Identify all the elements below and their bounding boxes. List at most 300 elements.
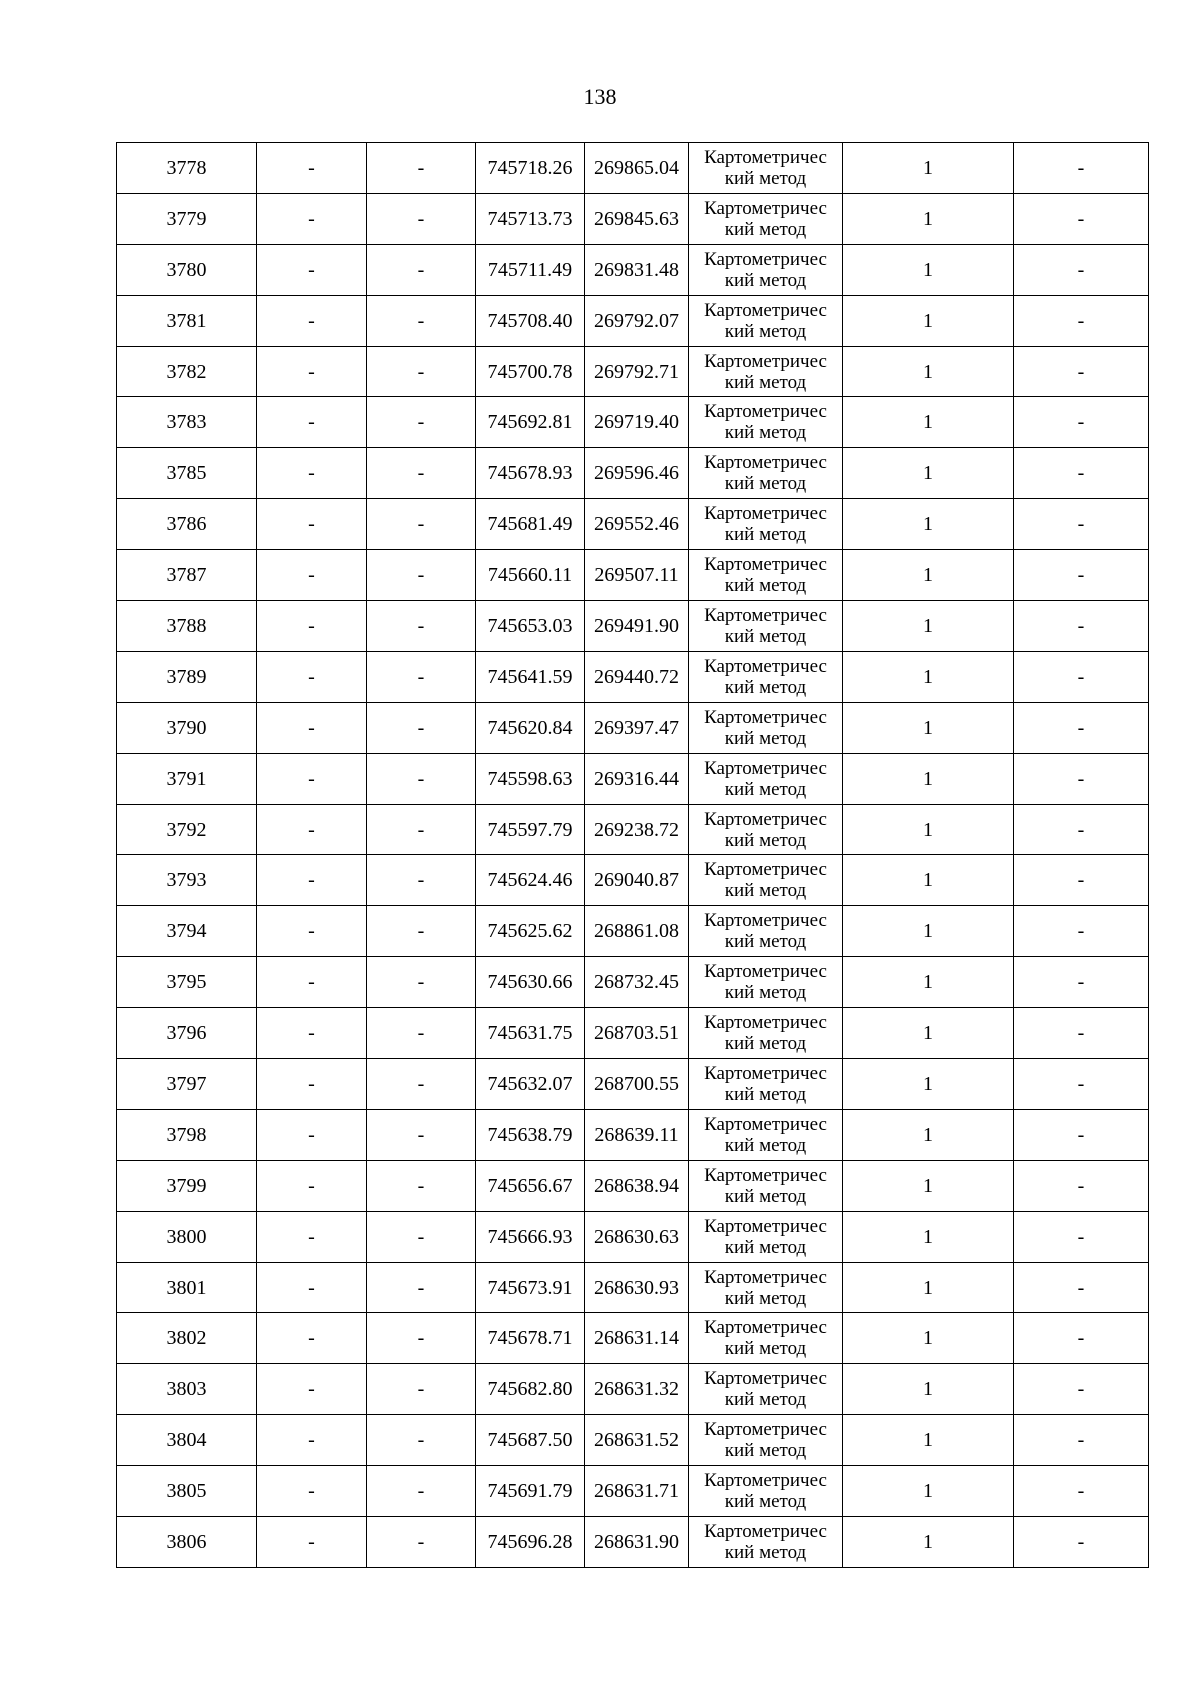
method-line-2: кий метод: [724, 1440, 807, 1462]
x-coordinate-cell: 745682.80: [476, 1364, 585, 1415]
column-8-cell: -: [1014, 1059, 1149, 1110]
column-3-cell: -: [367, 1466, 476, 1517]
column-8-cell: -: [1014, 702, 1149, 753]
table-row: [117, 346, 1149, 397]
y-coordinate-cell: 268861.08: [585, 906, 689, 957]
x-coordinate-cell: 745666.93: [476, 1211, 585, 1262]
method-cell: [689, 957, 843, 1008]
method-line-2: кий метод: [724, 880, 807, 902]
column-2-cell: -: [257, 193, 367, 244]
method-line-2: кий метод: [724, 1541, 807, 1563]
method-cell: [689, 499, 843, 550]
table-row: [117, 702, 1149, 753]
x-coordinate-cell: 745660.11: [476, 550, 585, 601]
y-coordinate-cell: 269792.71: [585, 346, 689, 397]
y-coordinate-cell: 268639.11: [585, 1109, 689, 1160]
method-cell: [689, 601, 843, 652]
x-coordinate-cell: 745625.62: [476, 906, 585, 957]
method-cell: [689, 346, 843, 397]
point-number-cell: 3787: [117, 550, 257, 601]
point-number-cell: 3800: [117, 1211, 257, 1262]
column-3-cell: -: [367, 651, 476, 702]
table-row: [117, 1211, 1149, 1262]
page-number: 138: [583, 84, 617, 109]
table-row: [117, 651, 1149, 702]
column-2-cell: -: [257, 1059, 367, 1110]
x-coordinate-cell: 745620.84: [476, 702, 585, 753]
x-coordinate-cell: 745708.40: [476, 295, 585, 346]
method-cell: [689, 1262, 843, 1313]
x-coordinate-cell: 745653.03: [476, 601, 585, 652]
method-cell: [689, 804, 843, 855]
point-number-cell: 3794: [117, 906, 257, 957]
y-coordinate-cell: 268631.52: [585, 1415, 689, 1466]
method-line-2: кий метод: [724, 218, 807, 240]
x-coordinate-cell: 745624.46: [476, 855, 585, 906]
point-number-cell: 3796: [117, 1008, 257, 1059]
method-line-1: Картометричес: [704, 1419, 827, 1441]
method-line-1: Картометричес: [704, 961, 827, 983]
column-2-cell: -: [257, 651, 367, 702]
column-8-cell: -: [1014, 244, 1149, 295]
method-line-1: Картометричес: [704, 706, 827, 728]
column-8-cell: -: [1014, 499, 1149, 550]
method-line-2: кий метод: [724, 1338, 807, 1360]
column-8-cell: -: [1014, 1364, 1149, 1415]
method-cell: [689, 1313, 843, 1364]
point-number-cell: 3779: [117, 193, 257, 244]
point-number-cell: 3785: [117, 448, 257, 499]
method-cell: [689, 702, 843, 753]
accuracy-cell: 1: [843, 1415, 1014, 1466]
y-coordinate-cell: 269719.40: [585, 397, 689, 448]
accuracy-cell: 1: [843, 346, 1014, 397]
accuracy-cell: 1: [843, 804, 1014, 855]
method-line-1: Картометричес: [704, 554, 827, 576]
table-row: [117, 1109, 1149, 1160]
method-line-1: Картометричес: [704, 197, 827, 219]
column-2-cell: -: [257, 804, 367, 855]
y-coordinate-cell: 269040.87: [585, 855, 689, 906]
table-row: [117, 499, 1149, 550]
column-2-cell: -: [257, 1262, 367, 1313]
accuracy-cell: 1: [843, 957, 1014, 1008]
y-coordinate-cell: 269792.07: [585, 295, 689, 346]
column-2-cell: -: [257, 448, 367, 499]
column-2-cell: -: [257, 1211, 367, 1262]
column-8-cell: -: [1014, 1517, 1149, 1568]
column-3-cell: -: [367, 448, 476, 499]
table-row: [117, 244, 1149, 295]
x-coordinate-cell: 745696.28: [476, 1517, 585, 1568]
method-cell: [689, 1059, 843, 1110]
point-number-cell: 3793: [117, 855, 257, 906]
column-2-cell: -: [257, 397, 367, 448]
point-number-cell: 3789: [117, 651, 257, 702]
method-line-2: кий метод: [724, 575, 807, 597]
accuracy-cell: 1: [843, 1262, 1014, 1313]
column-3-cell: -: [367, 397, 476, 448]
column-8-cell: -: [1014, 906, 1149, 957]
table-row: [117, 1415, 1149, 1466]
x-coordinate-cell: 745597.79: [476, 804, 585, 855]
method-line-1: Картометричес: [704, 1012, 827, 1034]
table-row: [117, 448, 1149, 499]
method-line-2: кий метод: [724, 422, 807, 444]
x-coordinate-cell: 745718.26: [476, 143, 585, 194]
method-line-2: кий метод: [724, 1287, 807, 1309]
method-line-1: Картометричес: [704, 655, 827, 677]
column-2-cell: -: [257, 1160, 367, 1211]
accuracy-cell: 1: [843, 1059, 1014, 1110]
method-line-2: кий метод: [724, 931, 807, 953]
table-row: [117, 753, 1149, 804]
column-2-cell: -: [257, 1415, 367, 1466]
x-coordinate-cell: 745700.78: [476, 346, 585, 397]
point-number-cell: 3806: [117, 1517, 257, 1568]
method-cell: [689, 753, 843, 804]
method-line-2: кий метод: [724, 371, 807, 393]
point-number-cell: 3803: [117, 1364, 257, 1415]
method-cell: [689, 1109, 843, 1160]
column-2-cell: -: [257, 601, 367, 652]
method-line-2: кий метод: [724, 778, 807, 800]
column-2-cell: -: [257, 550, 367, 601]
column-2-cell: -: [257, 143, 367, 194]
method-line-2: кий метод: [724, 524, 807, 546]
method-line-1: Картометричес: [704, 401, 827, 423]
method-line-2: кий метод: [724, 727, 807, 749]
table-row: [117, 1313, 1149, 1364]
column-3-cell: -: [367, 906, 476, 957]
method-cell: [689, 1517, 843, 1568]
table-body: [117, 143, 1149, 1568]
x-coordinate-cell: 745681.49: [476, 499, 585, 550]
accuracy-cell: 1: [843, 1466, 1014, 1517]
point-number-cell: 3780: [117, 244, 257, 295]
y-coordinate-cell: 269397.47: [585, 702, 689, 753]
method-cell: [689, 1415, 843, 1466]
table-row: [117, 804, 1149, 855]
y-coordinate-cell: 268630.93: [585, 1262, 689, 1313]
method-line-1: Картометричес: [704, 1164, 827, 1186]
method-cell: [689, 193, 843, 244]
method-line-1: Картометричес: [704, 1368, 827, 1390]
column-3-cell: -: [367, 1517, 476, 1568]
column-3-cell: -: [367, 1059, 476, 1110]
method-line-1: Картометричес: [704, 1113, 827, 1135]
y-coordinate-cell: 268703.51: [585, 1008, 689, 1059]
point-number-cell: 3798: [117, 1109, 257, 1160]
method-cell: [689, 397, 843, 448]
method-cell: [689, 1466, 843, 1517]
method-line-2: кий метод: [724, 1033, 807, 1055]
column-3-cell: -: [367, 1364, 476, 1415]
column-2-cell: -: [257, 957, 367, 1008]
table-row: [117, 1059, 1149, 1110]
method-cell: [689, 244, 843, 295]
column-3-cell: -: [367, 855, 476, 906]
column-3-cell: -: [367, 346, 476, 397]
y-coordinate-cell: 268631.90: [585, 1517, 689, 1568]
method-line-1: Картометричес: [704, 1215, 827, 1237]
column-3-cell: -: [367, 957, 476, 1008]
y-coordinate-cell: 269440.72: [585, 651, 689, 702]
column-8-cell: -: [1014, 143, 1149, 194]
column-8-cell: -: [1014, 1109, 1149, 1160]
accuracy-cell: 1: [843, 143, 1014, 194]
column-3-cell: -: [367, 1008, 476, 1059]
point-number-cell: 3795: [117, 957, 257, 1008]
y-coordinate-cell: 269845.63: [585, 193, 689, 244]
table-row: [117, 601, 1149, 652]
column-3-cell: -: [367, 1109, 476, 1160]
column-3-cell: -: [367, 550, 476, 601]
accuracy-cell: 1: [843, 1364, 1014, 1415]
accuracy-cell: 1: [843, 550, 1014, 601]
method-line-1: Картометричес: [704, 452, 827, 474]
method-line-1: Картометричес: [704, 604, 827, 626]
table-row: [117, 1262, 1149, 1313]
method-line-1: Картометричес: [704, 350, 827, 372]
point-number-cell: 3805: [117, 1466, 257, 1517]
column-8-cell: -: [1014, 601, 1149, 652]
x-coordinate-cell: 745632.07: [476, 1059, 585, 1110]
table-row: [117, 1466, 1149, 1517]
method-line-2: кий метод: [724, 625, 807, 647]
method-cell: [689, 1160, 843, 1211]
x-coordinate-cell: 745631.75: [476, 1008, 585, 1059]
method-cell: [689, 651, 843, 702]
x-coordinate-cell: 745673.91: [476, 1262, 585, 1313]
accuracy-cell: 1: [843, 1160, 1014, 1211]
accuracy-cell: 1: [843, 193, 1014, 244]
column-2-cell: -: [257, 1008, 367, 1059]
column-8-cell: -: [1014, 1466, 1149, 1517]
column-8-cell: -: [1014, 804, 1149, 855]
column-2-cell: -: [257, 1517, 367, 1568]
method-line-2: кий метод: [724, 982, 807, 1004]
accuracy-cell: 1: [843, 448, 1014, 499]
point-number-cell: 3788: [117, 601, 257, 652]
y-coordinate-cell: 268631.14: [585, 1313, 689, 1364]
method-line-1: Картометричес: [704, 248, 827, 270]
y-coordinate-cell: 269507.11: [585, 550, 689, 601]
table-row: [117, 957, 1149, 1008]
column-8-cell: -: [1014, 1211, 1149, 1262]
table-row: [117, 1160, 1149, 1211]
method-line-1: Картометричес: [704, 859, 827, 881]
column-3-cell: -: [367, 702, 476, 753]
column-2-cell: -: [257, 906, 367, 957]
accuracy-cell: 1: [843, 397, 1014, 448]
y-coordinate-cell: 269865.04: [585, 143, 689, 194]
column-3-cell: -: [367, 1262, 476, 1313]
x-coordinate-cell: 745692.81: [476, 397, 585, 448]
table-row: [117, 193, 1149, 244]
point-number-cell: 3782: [117, 346, 257, 397]
table-row: [117, 295, 1149, 346]
column-2-cell: -: [257, 1313, 367, 1364]
y-coordinate-cell: 268631.71: [585, 1466, 689, 1517]
accuracy-cell: 1: [843, 651, 1014, 702]
column-3-cell: -: [367, 1160, 476, 1211]
y-coordinate-cell: 269316.44: [585, 753, 689, 804]
accuracy-cell: 1: [843, 753, 1014, 804]
method-line-1: Картометричес: [704, 299, 827, 321]
method-line-2: кий метод: [724, 1083, 807, 1105]
column-8-cell: -: [1014, 193, 1149, 244]
x-coordinate-cell: 745656.67: [476, 1160, 585, 1211]
table-row: [117, 1008, 1149, 1059]
method-line-1: Картометричес: [704, 1520, 827, 1542]
method-line-1: Картометричес: [704, 910, 827, 932]
coordinates-table: [116, 142, 1149, 1568]
accuracy-cell: 1: [843, 295, 1014, 346]
y-coordinate-cell: 268630.63: [585, 1211, 689, 1262]
x-coordinate-cell: 745678.71: [476, 1313, 585, 1364]
column-3-cell: -: [367, 1313, 476, 1364]
method-cell: [689, 143, 843, 194]
column-8-cell: -: [1014, 651, 1149, 702]
column-8-cell: -: [1014, 550, 1149, 601]
column-3-cell: -: [367, 143, 476, 194]
column-2-cell: -: [257, 295, 367, 346]
column-3-cell: -: [367, 1211, 476, 1262]
method-line-2: кий метод: [724, 829, 807, 851]
point-number-cell: 3802: [117, 1313, 257, 1364]
method-line-2: кий метод: [724, 1389, 807, 1411]
x-coordinate-cell: 745678.93: [476, 448, 585, 499]
point-number-cell: 3790: [117, 702, 257, 753]
column-8-cell: -: [1014, 753, 1149, 804]
x-coordinate-cell: 745711.49: [476, 244, 585, 295]
point-number-cell: 3786: [117, 499, 257, 550]
method-cell: [689, 1211, 843, 1262]
method-cell: [689, 295, 843, 346]
point-number-cell: 3781: [117, 295, 257, 346]
method-line-1: Картометричес: [704, 1317, 827, 1339]
point-number-cell: 3801: [117, 1262, 257, 1313]
column-2-cell: -: [257, 1364, 367, 1415]
x-coordinate-cell: 745691.79: [476, 1466, 585, 1517]
table-row: [117, 906, 1149, 957]
method-line-1: Картометричес: [704, 146, 827, 168]
table-row: [117, 1364, 1149, 1415]
method-line-1: Картометричес: [704, 1062, 827, 1084]
method-line-2: кий метод: [724, 1134, 807, 1156]
method-line-1: Картометричес: [704, 808, 827, 830]
method-line-1: Картометричес: [704, 1470, 827, 1492]
y-coordinate-cell: 268700.55: [585, 1059, 689, 1110]
method-line-2: кий метод: [724, 1491, 807, 1513]
method-cell: [689, 448, 843, 499]
column-3-cell: -: [367, 295, 476, 346]
x-coordinate-cell: 745687.50: [476, 1415, 585, 1466]
x-coordinate-cell: 745641.59: [476, 651, 585, 702]
column-3-cell: -: [367, 1415, 476, 1466]
column-8-cell: -: [1014, 1415, 1149, 1466]
point-number-cell: 3797: [117, 1059, 257, 1110]
column-2-cell: -: [257, 855, 367, 906]
method-cell: [689, 1008, 843, 1059]
column-8-cell: -: [1014, 346, 1149, 397]
accuracy-cell: 1: [843, 601, 1014, 652]
x-coordinate-cell: 745598.63: [476, 753, 585, 804]
column-3-cell: -: [367, 244, 476, 295]
method-line-2: кий метод: [724, 269, 807, 291]
method-line-2: кий метод: [724, 320, 807, 342]
column-8-cell: -: [1014, 448, 1149, 499]
column-8-cell: -: [1014, 1008, 1149, 1059]
y-coordinate-cell: 269831.48: [585, 244, 689, 295]
table-row: [117, 1517, 1149, 1568]
accuracy-cell: 1: [843, 499, 1014, 550]
column-3-cell: -: [367, 601, 476, 652]
table-row: [117, 397, 1149, 448]
accuracy-cell: 1: [843, 702, 1014, 753]
y-coordinate-cell: 269596.46: [585, 448, 689, 499]
column-2-cell: -: [257, 753, 367, 804]
method-cell: [689, 906, 843, 957]
y-coordinate-cell: 268732.45: [585, 957, 689, 1008]
accuracy-cell: 1: [843, 1313, 1014, 1364]
accuracy-cell: 1: [843, 855, 1014, 906]
point-number-cell: 3792: [117, 804, 257, 855]
point-number-cell: 3799: [117, 1160, 257, 1211]
point-number-cell: 3778: [117, 143, 257, 194]
column-2-cell: -: [257, 1109, 367, 1160]
column-3-cell: -: [367, 753, 476, 804]
column-2-cell: -: [257, 702, 367, 753]
method-cell: [689, 550, 843, 601]
accuracy-cell: 1: [843, 1109, 1014, 1160]
method-line-2: кий метод: [724, 473, 807, 495]
column-2-cell: -: [257, 244, 367, 295]
accuracy-cell: 1: [843, 906, 1014, 957]
y-coordinate-cell: 269238.72: [585, 804, 689, 855]
method-line-2: кий метод: [724, 1185, 807, 1207]
column-8-cell: -: [1014, 957, 1149, 1008]
accuracy-cell: 1: [843, 1211, 1014, 1262]
x-coordinate-cell: 745638.79: [476, 1109, 585, 1160]
method-cell: [689, 855, 843, 906]
x-coordinate-cell: 745713.73: [476, 193, 585, 244]
x-coordinate-cell: 745630.66: [476, 957, 585, 1008]
accuracy-cell: 1: [843, 244, 1014, 295]
column-2-cell: -: [257, 346, 367, 397]
column-3-cell: -: [367, 804, 476, 855]
method-line-2: кий метод: [724, 676, 807, 698]
column-8-cell: -: [1014, 1160, 1149, 1211]
column-8-cell: -: [1014, 397, 1149, 448]
column-3-cell: -: [367, 499, 476, 550]
column-8-cell: -: [1014, 1262, 1149, 1313]
y-coordinate-cell: 268631.32: [585, 1364, 689, 1415]
y-coordinate-cell: 269552.46: [585, 499, 689, 550]
column-3-cell: -: [367, 193, 476, 244]
accuracy-cell: 1: [843, 1008, 1014, 1059]
method-line-1: Картометричес: [704, 757, 827, 779]
method-cell: [689, 1364, 843, 1415]
column-8-cell: -: [1014, 1313, 1149, 1364]
method-line-2: кий метод: [724, 1236, 807, 1258]
column-8-cell: -: [1014, 295, 1149, 346]
point-number-cell: 3804: [117, 1415, 257, 1466]
table-row: [117, 550, 1149, 601]
point-number-cell: 3783: [117, 397, 257, 448]
method-line-1: Картометричес: [704, 503, 827, 525]
